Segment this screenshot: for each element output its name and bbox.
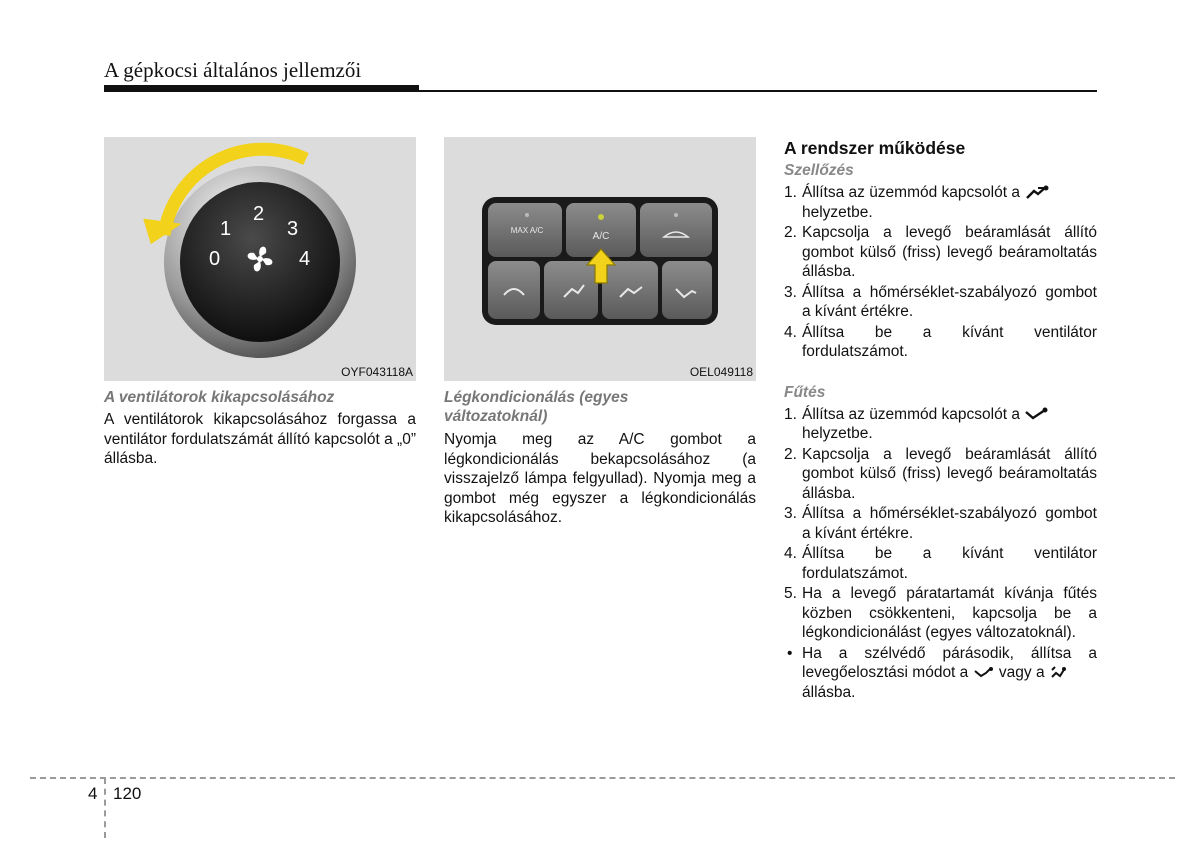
recirculation-button[interactable]	[640, 203, 712, 257]
running-header: A gépkocsi általános jellemzői	[104, 58, 362, 82]
page-number: 120	[113, 784, 142, 803]
list-item: 5. Ha a levegő páratartamát kívánja fűtés közben csökkenteni, kapcsolja be a légkondicionálást (egyes változatoknál).	[784, 585, 1097, 641]
list-item: 3. Állítsa a hőmérséklet-szabályozó gombot a kívánt értékre.	[784, 505, 1097, 542]
footer-divider	[30, 777, 1175, 779]
dial-number-1: 1	[220, 218, 232, 240]
dial-number-0: 0	[209, 248, 221, 270]
ventilation-heading: Szellőzés	[784, 162, 854, 179]
chapter-number: 4	[88, 784, 98, 803]
list-item: 2. Kapcsolja a levegő beáramlását állító gombot külső (friss) levegő beáramoltatás állásba.	[784, 445, 1097, 502]
list-item: • Ha a szélvédő párásodik, állítsa a levegőelosztási módot a vagy a állásba.	[787, 644, 1097, 701]
fan-dial-illustration	[104, 137, 416, 381]
figure-code: OEL049118	[689, 365, 753, 379]
list-item: 1. Állítsa az üzemmód kapcsolót a helyzetbe.	[784, 405, 1097, 444]
header-rule	[419, 90, 1097, 92]
max-ac-indicator	[525, 213, 529, 217]
dial-number-3: 3	[287, 218, 299, 240]
fan-dial-figure	[104, 137, 416, 381]
section-title: A rendszer működése	[784, 138, 966, 158]
list-item: 3. Állítsa a hőmérséklet-szabályozó gombot a kívánt értékre.	[784, 283, 1097, 320]
ac-panel-figure	[444, 137, 756, 381]
system-operation-section	[784, 137, 1097, 703]
list-item: 4. Állítsa be a kívánt ventilátor fordulatszámot.	[784, 545, 1097, 582]
header-bar	[104, 85, 419, 92]
heating-steps	[784, 405, 1097, 703]
list-item: 2. Kapcsolja a levegő beáramlását állító gombot külső (friss) levegő beáramoltatás állásba.	[784, 224, 1097, 280]
floor-vent-mode-icon	[1024, 406, 1050, 422]
ac-panel-illustration	[444, 137, 756, 381]
heating-heading: Fűtés	[784, 383, 826, 401]
face-vent-mode-icon	[1024, 185, 1050, 201]
footer-vertical-divider	[104, 778, 106, 838]
max-ac-label: MAX A/C	[510, 226, 544, 235]
defrost-mode-icon	[1049, 665, 1067, 681]
ac-text: Nyomja meg az A/C gombot a légkondicionálás bekapcsolásához (a visszajelző lámpa felgyullad). Nyomja meg a gombot még egyszer a légkondicionálás kikapcsolásához.	[444, 431, 756, 526]
recirc-indicator	[674, 213, 678, 217]
list-item: 1. Állítsa az üzemmód kapcsolót a helyzetbe.	[784, 183, 1097, 222]
ventilation-steps	[784, 183, 1097, 362]
fan-off-text: A ventilátorok kikapcsolásához forgassa a ventilátor fordulatszámát állító kapcsolót a „0” állásba.	[104, 411, 416, 467]
mode-floor-button[interactable]	[662, 261, 712, 319]
dial-number-4: 4	[299, 248, 311, 270]
dial-number-2: 2	[253, 203, 265, 225]
ac-indicator-lamp	[598, 214, 604, 220]
figure-code: OYF043118A	[341, 365, 413, 379]
floor-defrost-mode-icon	[973, 666, 995, 680]
ac-caption: Légkondicionálás (egyes változatoknál)	[444, 389, 629, 425]
list-item: 4. Állítsa be a kívánt ventilátor fordulatszámot.	[784, 323, 1097, 360]
ac-label: A/C	[592, 231, 610, 242]
fan-off-caption: A ventilátorok kikapcsolásához	[104, 389, 335, 406]
